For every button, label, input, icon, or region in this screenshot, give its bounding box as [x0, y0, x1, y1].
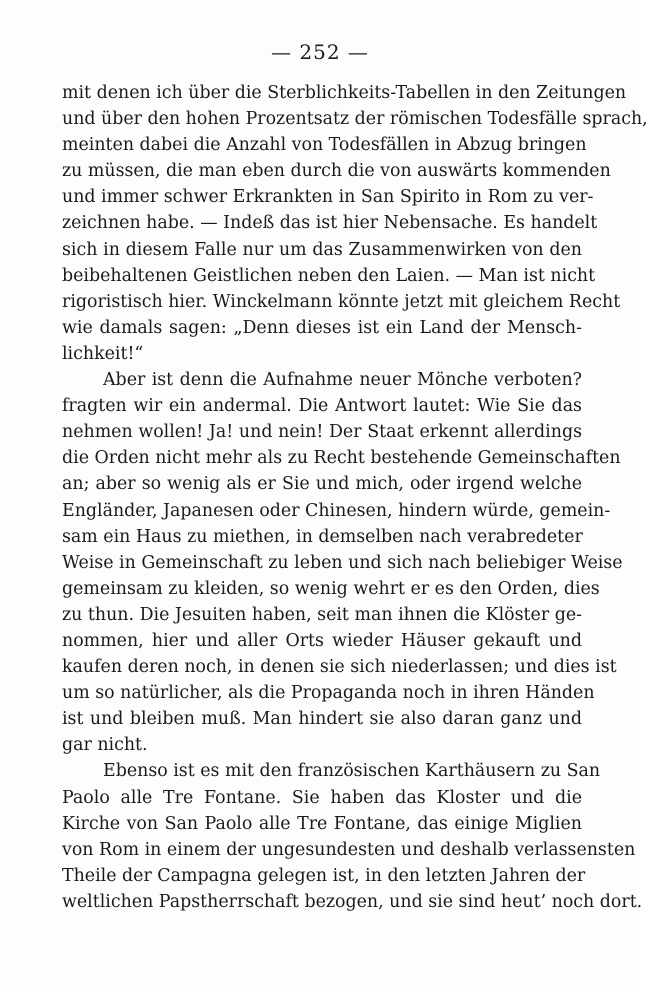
text-line: zu müssen, die man eben durch die von auswärts kommenden — [62, 161, 611, 182]
text-line: die Orden nicht mehr als zu Recht bestehende Gemeinschaften — [62, 448, 621, 469]
text-line: weltlichen Papstherrschaft bezogen, und sie sind heut’ noch dort. — [62, 891, 643, 912]
text-line: nommen, hier und aller Orts wieder Häuser gekauft und — [62, 630, 582, 651]
text-line: sam ein Haus zu miethen, in demselben nach verabredeter — [62, 526, 583, 547]
text-line: gar nicht. — [62, 735, 148, 756]
text-line: gemeinsam zu kleiden, so wenig wehrt er es den Orden, dies — [62, 578, 600, 599]
text-line: zu thun. Die Jesuiten haben, seit man ihnen die Klöster ge- — [62, 604, 582, 625]
text-line: Theile der Campagna gelegen ist, in den letzten Jahren der — [62, 865, 586, 886]
text-line: Ebenso ist es mit den französischen Karthäusern zu San — [103, 761, 601, 782]
page-number: — 252 — — [271, 40, 369, 64]
text-line: an; aber so wenig als er Sie und mich, oder irgend welche — [62, 474, 582, 495]
text-line: Weise in Gemeinschaft zu leben und sich nach beliebiger Weise — [62, 552, 623, 573]
text-line: nehmen wollen! Ja! und nein! Der Staat erkennt allerdings — [62, 422, 582, 443]
text-line: mit denen ich über die Sterblichkeits-Tabellen in den Zeitungen — [62, 83, 627, 103]
text-line: lichkeit!“ — [62, 343, 144, 364]
text-line: und über den hohen Prozentsatz der römischen Todesfälle sprach, — [62, 109, 648, 130]
text-line: Aber ist denn die Aufnahme neuer Mönche verboten? — [103, 370, 582, 391]
text-line: um so natürlicher, als die Propaganda noch in ihren Händen — [62, 683, 595, 704]
text-line: Engländer, Japanesen oder Chinesen, hindern würde, gemein- — [62, 500, 611, 521]
text-line: und immer schwer Erkrankten in San Spirito in Rom zu ver- — [62, 187, 594, 208]
text-line: von Rom in einem der ungesundesten und deshalb verlassensten — [62, 839, 636, 860]
text-line: zeichnen habe. — Indeß das ist hier Nebensache. Es handelt — [62, 213, 598, 234]
text-line: ist und bleiben muß. Man hindert sie also daran ganz und — [62, 709, 582, 730]
text-line: Paolo alle Tre Fontane. Sie haben das Kloster und die — [62, 787, 582, 808]
text-line: meinten dabei die Anzahl von Todesfällen in Abzug bringen — [62, 135, 587, 156]
text-line: sich in diesem Falle nur um das Zusammenwirken von den — [62, 239, 582, 260]
text-line: wie damals sagen: „Denn dieses ist ein Land der Mensch- — [62, 317, 582, 338]
text-line: beibehaltenen Geistlichen neben den Laien. — Man ist nicht — [62, 265, 596, 286]
text-line: Kirche von San Paolo alle Tre Fontane, das einige Miglien — [62, 813, 582, 834]
text-line: fragten wir ein andermal. Die Antwort lautet: Wie Sie das — [62, 396, 582, 417]
text-line: rigoristisch hier. Winckelmann könnte jetzt mit gleichem Recht — [62, 291, 621, 312]
text-line: kaufen deren noch, in denen sie sich niederlassen; und dies ist — [62, 657, 617, 678]
body-text — [62, 80, 648, 915]
